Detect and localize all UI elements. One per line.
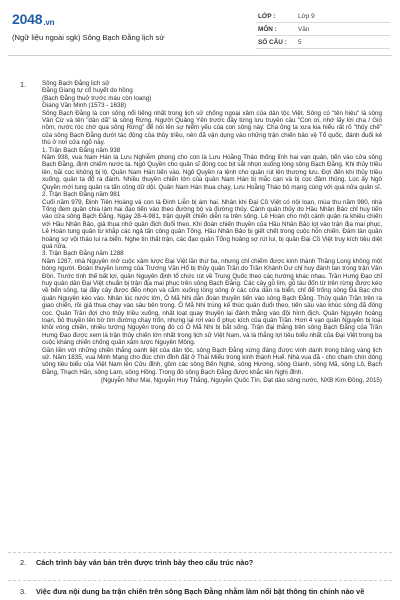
passage-paragraph: Năm 938, vua Nam Hán là Lưu Nghiễm phong cho con là Lưu Hoằng Tháo thống lĩnh hai vạn quân, tiến vào cửa sông Bạch Đằng, định chiếm nước ta. Ngô Quyền cho quân sĩ đóng cọc bịt sắt nhọn xuống lòng sông Bạch Đằng. Khi thủy triều lên, bãi cọc không bị lộ. Quân Nam Hán tiến vào. Ngô Quyền ra lệnh cho quân rút lên thượng lưu. Đợi đến khi thủy triều xuống, quân ta đổ ra đánh. Nhiều thuyền chiến lớn của quân Nam Hán bị mắc cạn và bị cọc đâm thủng. Lúc ấy Ngô Quyền mới tung quân ra tấn công dữ dội. Quân Nam Hán thua chạy, Lưu Hoằng Tháo bỏ mạng cùng với quá nửa quân sĩ. bbox=[42, 154, 382, 191]
question-number: 2. bbox=[20, 558, 27, 567]
reading-passage bbox=[42, 80, 382, 385]
passage-line: Giang Văn Minh (1573 - 1638) bbox=[42, 102, 127, 110]
passage-paragraph: Sông Bạch Đằng là con sông nổi tiếng nhất trong lịch sử chống ngoại xâm của dân tộc Việt. Sông có "tên hiệu" là sông Vân Cừ và tên "dân dã" là sông Rừng. Người Quảng Yên trước đây từng lưu truyền câu "Con ơi, nhớ lấy lời cha / Gió nồm, nước róc chớ qua sông Rừng" để nói lên sự hiểm yếu của con sông này. Cha ông ta xưa kia hiểu rất rõ "thủy chế" của sông Bạch Đằng dưới tác động của thủy triều, nên đã vận dụng vào những trận chiến bảo vệ Tổ quốc, đánh đuổi kẻ thù ở nơi cửa ngõ này. bbox=[42, 109, 382, 147]
site-logo[interactable] bbox=[12, 11, 54, 27]
meta-key: SỐ CÂU : bbox=[256, 36, 296, 49]
passage-line: (Bạch Đằng thuở trước máu còn loang) bbox=[42, 94, 152, 102]
meta-row-subject bbox=[256, 23, 390, 36]
passage-paragraph: Cuối năm 979, Đinh Tiên Hoàng và con là Đinh Liễn bị ám hại. Nhân khi Đại Cồ Việt có nội loạn, mùa thu năm 980, nhà Tống đem quân chia làm hai đạo tiến vào theo đường bộ và đường thủy. Cánh quân thủy do Hầu Nhân Bảo chỉ huy tiến vào cửa sông Bạch Đằng. Ngày 28-4-981, trận quyết chiến diễn ra trên sông. Lê Hoàn cho một cánh quân ra khiêu chiến với Hầu Nhân Bảo, giả thua nhử quân địch đuổi theo. Khi đoàn chiến thuyền của Hầu Nhân Bảo lọt vào trận địa mai phục, Lê Hoàn tung quân từ khắp các ngả tấn công quân Tống. Hầu Nhân Bảo bị giết chết trong cuộc hỗn chiến. Đám tàn quân hoảng sợ vội tháo lui ra biển. Nghe tin thất trận, các đạo quân Tống hoảng sợ rút lui, bị quân Đại Cồ Việt truy kích tiêu diệt quá nửa. bbox=[42, 198, 382, 250]
passage-line: Sông Bạch Đằng lịch sử bbox=[42, 80, 110, 87]
question-divider bbox=[8, 580, 392, 581]
passage-heading: 3. Trận Bạch Đằng năm 1288 bbox=[42, 250, 124, 258]
passage-line: Đằng Giang tự cổ huyết do hồng bbox=[42, 87, 133, 95]
meta-key: LỚP : bbox=[256, 10, 296, 23]
header-divider bbox=[8, 55, 392, 56]
meta-value: 5 bbox=[296, 36, 390, 49]
passage-source: (Nguyễn Như Mai, Nguyễn Huy Thắng, Nguyễn Quốc Tín, Dạt dào sông nước, NXB Kim Đồng, 2015) bbox=[100, 377, 382, 385]
meta-row-class bbox=[256, 10, 390, 23]
logo-text: 2048 bbox=[12, 11, 43, 27]
meta-table bbox=[256, 10, 390, 49]
meta-value: Văn bbox=[296, 23, 390, 36]
question-text: Việc đưa nội dung ba trận chiến trên sông Bạch Đằng nhằm làm nổi bật thông tin chính nào về bbox=[36, 587, 365, 596]
passage-paragraph: Gần liền với những chiến thắng oanh liệt của dân tộc, sông Bạch Đằng xứng đáng được vinh danh trong bảng vàng lịch sử. Năm 1835, vua Minh Mạng cho đúc chín đỉnh đặt ở Thái Miếu trong kinh thành Huế. Nhà vua đã - cho chạm chín dòng sông tiêu biểu của Việt Nam lên Cửu đỉnh, gồm các sông Bến Nghé, sông Hương, sông Gianh, sông Mã, sông Lô, Bạch Đằng, Thạch Hãn, sông Lam, sông Hồng. Trong đó sông Bạch Đằng được khắc lên Nghị đỉnh. bbox=[42, 346, 382, 376]
passage-paragraph: Năm 1287, nhà Nguyên mở cuộc xâm lược Đại Việt lần thứ ba, nhưng chỉ chiếm được kinh thành Thăng Long không một bóng người. Đoàn thuyền lương của Trương Văn Hổ bị thủy quân Trần do Trần Khánh Dư chỉ huy đánh tan trong trận Vân Đồn. Trước tình thế bất lợi, quân Nguyên định tổ chức rút về Trung Quốc theo các hướng khác nhau. Trần Hưng Đạo chỉ huy quân dân Đại Việt chuẩn bị trận địa mai phục trên sông Bạch Đằng. Các cây gỗ lim, gỗ táu đốn từ trên rừng được kéo về bến sông, tại đây cây được đẽo nhọn và cắm xuống lòng sông ở các cửa dẫn ra biển, chỉ để trống sông Đá Bạc cho quân Nguyên kéo vào. Nhân lúc nước lớn, Ô Mã Nhi dẫn đoàn thuyền tiến vào sông Bạch Đằng. Thủy quân Trần trên ra giao chiến, rồi giả thua chạy vào sâu bên trong. Ô Mã Nhi trúng kế thúc quân đuổi theo, tiến sâu vào khúc sông đã đóng cọc. Quân Trần đợi cho thủy triều xuống, nhất loạt quay thuyền lại đánh thẳng vào đội hình địch. Quân Nguyên hoảng loạn, bỏ thuyền lên bờ tìm đường chạy trốn, nhưng lại rơi vào ổ phục kích của quân Trần. Hơn 4 vạn quân Nguyên bị loại khỏi vòng chiến, nhiều tướng Nguyên trong đó có Ô Mã Nhi bị bắt sống. Trận đại thắng trên sông Bạch Đằng của Trần Hưng Đạo được xem là trận thủy chiến lớn nhất trong lịch sử Việt Nam, và là thắng lợi tiêu biểu nhất của Đại Việt trong ba cuộc kháng chiến chống quân xâm lược Nguyên Mông. bbox=[42, 257, 382, 347]
passage-heading: 1. Trận Bạch Đằng năm 938 bbox=[42, 146, 121, 154]
meta-key: MÔN : bbox=[256, 23, 296, 36]
question-text: Cách trình bày văn bản trên được trình bày theo cấu trúc nào? bbox=[36, 558, 254, 567]
logo-suffix: .vn bbox=[43, 18, 55, 27]
question-number: 3. bbox=[20, 587, 27, 596]
meta-row-count bbox=[256, 36, 390, 49]
header bbox=[8, 6, 392, 52]
question-number: 1. bbox=[20, 80, 26, 89]
passage-heading: 2. Trận Bạch Đằng năm 981 bbox=[42, 191, 121, 199]
document-title: (Ngữ liệu ngoài sgk) Sông Bạch Đằng lịch sử bbox=[12, 33, 165, 42]
meta-value: Lớp 9 bbox=[296, 10, 390, 23]
question-divider bbox=[8, 552, 392, 553]
